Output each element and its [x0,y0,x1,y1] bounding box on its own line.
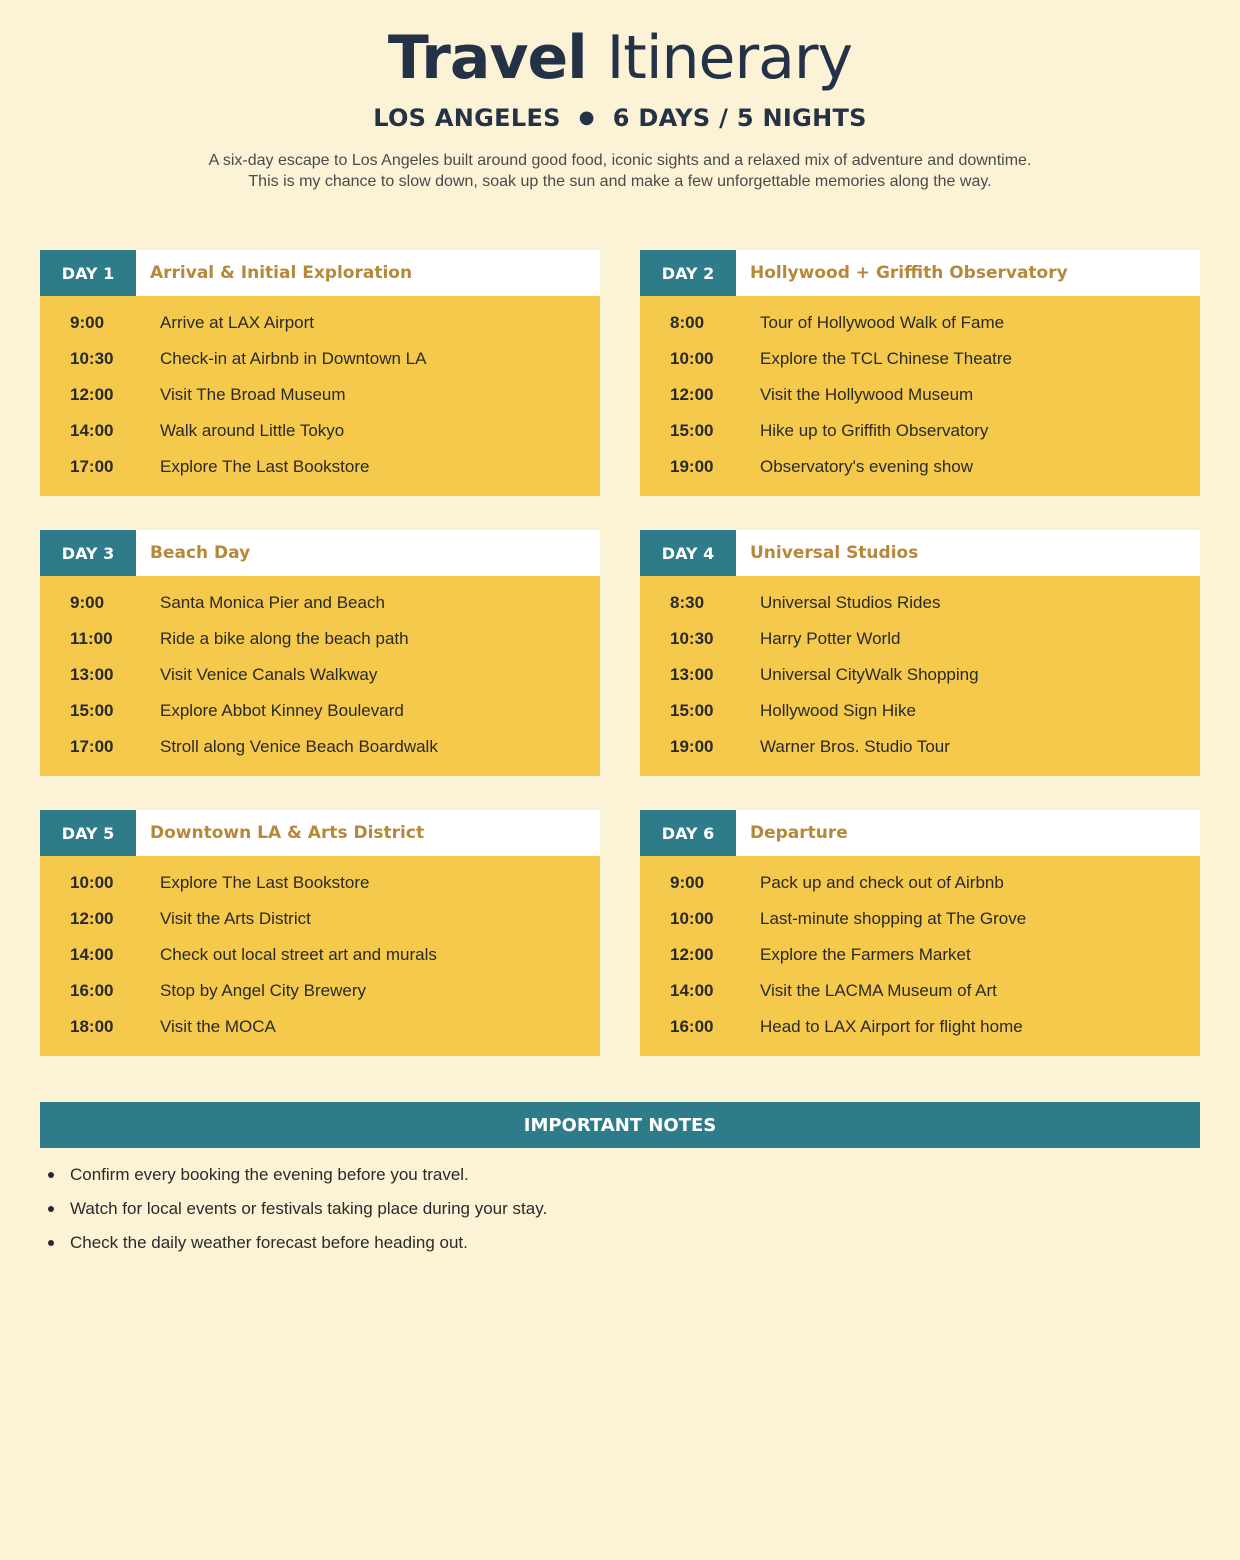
duration-label: 6 DAYS / 5 NIGHTS [612,104,867,132]
schedule-time: 10:30 [70,349,114,368]
destination-label: LOS ANGELES [373,104,561,132]
day-header [40,810,600,856]
schedule-row [40,377,600,413]
schedule-activity: Tour of Hollywood Walk of Fame [760,313,1005,332]
day-header [640,250,1200,296]
schedule-row [640,693,1200,729]
schedule-time: 12:00 [70,385,114,404]
schedule-time: 16:00 [670,1017,714,1036]
schedule-activity: Explore the Farmers Market [760,945,971,964]
schedule-activity: Explore The Last Bookstore [160,457,370,476]
day-card [640,810,1200,1056]
intro-paragraph: A six-day escape to Los Angeles built around good food, iconic sights and a relaxed mix of adventure and downtime. This is my chance to slow down, soak up the sun and make a few unforgettable memories along the way. [208,152,1032,190]
schedule-time: 10:00 [70,873,114,892]
schedule-row [640,341,1200,377]
bullet-icon [48,1206,54,1212]
schedule-time: 14:00 [670,981,714,1000]
trip-subtitle [0,104,1240,132]
day-schedule [40,856,600,1056]
schedule-activity: Head to LAX Airport for flight home [760,1017,1023,1036]
schedule-activity: Walk around Little Tokyo [160,421,345,440]
schedule-activity: Explore the TCL Chinese Theatre [760,349,1012,368]
schedule-activity: Warner Bros. Studio Tour [760,737,950,756]
day-title: Universal Studios [750,543,919,563]
schedule-time: 8:30 [670,593,705,612]
schedule-time: 18:00 [70,1017,114,1036]
schedule-activity: Stop by Angel City Brewery [160,981,366,1000]
day-schedule [640,296,1200,496]
note-text: Check the daily weather forecast before heading out. [70,1233,468,1252]
day-title: Downtown LA & Arts District [150,823,425,843]
schedule-time: 10:30 [670,629,714,648]
day-number-badge: DAY 5 [40,810,136,856]
schedule-activity: Santa Monica Pier and Beach [160,593,385,612]
note-item [40,1192,1200,1226]
schedule-row [640,585,1200,621]
day-header [40,250,600,296]
schedule-row [640,1009,1200,1045]
day-title: Departure [750,823,848,843]
schedule-row [640,937,1200,973]
schedule-time: 14:00 [70,421,114,440]
separator-dot: ● [578,107,595,128]
schedule-activity: Visit the Hollywood Museum [760,385,974,404]
schedule-row [640,621,1200,657]
schedule-activity: Observatory's evening show [760,457,974,476]
page-header [0,0,1240,192]
schedule-row [40,413,600,449]
schedule-time: 14:00 [70,945,114,964]
title-bold: Travel [387,23,587,93]
day-card [40,530,600,776]
schedule-time: 17:00 [70,457,114,476]
schedule-activity: Arrive at LAX Airport [160,313,315,332]
schedule-time: 12:00 [70,909,114,928]
schedule-row [640,377,1200,413]
schedule-activity: Visit Venice Canals Walkway [160,665,378,684]
day-number-badge: DAY 3 [40,530,136,576]
day-schedule [640,576,1200,776]
schedule-time: 19:00 [670,457,714,476]
day-card [40,250,600,496]
day-header [640,810,1200,856]
schedule-time: 15:00 [670,701,714,720]
day-title: Beach Day [150,543,251,563]
schedule-time: 15:00 [670,421,714,440]
schedule-row [40,1009,600,1045]
schedule-time: 12:00 [670,385,714,404]
schedule-activity: Hollywood Sign Hike [760,701,916,720]
schedule-time: 19:00 [670,737,714,756]
schedule-time: 17:00 [70,737,114,756]
day-number-badge: DAY 4 [640,530,736,576]
day-number-badge: DAY 2 [640,250,736,296]
schedule-row [40,973,600,1009]
notes-list [40,1158,1200,1260]
important-notes-section [40,1102,1200,1260]
schedule-time: 9:00 [670,873,705,892]
day-title: Arrival & Initial Exploration [150,263,413,283]
schedule-time: 11:00 [70,629,113,648]
page-title [0,23,1240,93]
day-title: Hollywood + Griffith Observatory [750,263,1068,283]
schedule-activity: Pack up and check out of Airbnb [760,873,1004,892]
schedule-row [640,449,1200,485]
schedule-row [40,729,600,765]
schedule-row [40,901,600,937]
schedule-time: 10:00 [670,909,714,928]
schedule-time: 8:00 [670,313,705,332]
note-item [40,1226,1200,1260]
day-header [640,530,1200,576]
day-schedule [40,576,600,776]
day-card [40,810,600,1056]
day-schedule [40,296,600,496]
schedule-activity: Universal CityWalk Shopping [760,665,979,684]
schedule-row [40,341,600,377]
schedule-row [640,729,1200,765]
schedule-activity: Visit the Arts District [160,909,311,928]
note-item [40,1158,1200,1192]
schedule-activity: Universal Studios Rides [760,593,941,612]
schedule-row [40,693,600,729]
schedule-activity: Visit the MOCA [160,1017,276,1036]
schedule-time: 9:00 [70,593,105,612]
schedule-time: 13:00 [70,665,114,684]
note-text: Confirm every booking the evening before you travel. [70,1165,469,1184]
schedule-activity: Visit the LACMA Museum of Art [760,981,997,1000]
schedule-row [40,937,600,973]
schedule-time: 9:00 [70,313,105,332]
title-light: Itinerary [606,23,853,93]
notes-heading: IMPORTANT NOTES [40,1102,1200,1148]
schedule-activity: Harry Potter World [760,629,901,648]
schedule-time: 12:00 [670,945,714,964]
schedule-row [640,305,1200,341]
schedule-time: 16:00 [70,981,114,1000]
days-grid [40,250,1200,1056]
schedule-time: 13:00 [670,665,714,684]
day-header [40,530,600,576]
schedule-row [40,305,600,341]
schedule-activity: Visit The Broad Museum [160,385,346,404]
bullet-icon [48,1240,54,1246]
schedule-activity: Check out local street art and murals [160,945,437,964]
schedule-activity: Explore Abbot Kinney Boulevard [160,701,404,720]
schedule-time: 10:00 [670,349,714,368]
schedule-row [640,901,1200,937]
schedule-row [40,449,600,485]
schedule-row [640,413,1200,449]
day-schedule [640,856,1200,1056]
schedule-row [40,865,600,901]
schedule-activity: Check-in at Airbnb in Downtown LA [160,349,427,368]
schedule-row [640,973,1200,1009]
note-text: Watch for local events or festivals taking place during your stay. [70,1199,548,1218]
schedule-row [40,621,600,657]
day-number-badge: DAY 6 [640,810,736,856]
day-card [640,250,1200,496]
day-number-badge: DAY 1 [40,250,136,296]
schedule-activity: Explore The Last Bookstore [160,873,370,892]
schedule-row [40,657,600,693]
schedule-activity: Hike up to Griffith Observatory [760,421,989,440]
bullet-icon [48,1172,54,1178]
day-card [640,530,1200,776]
schedule-row [40,585,600,621]
schedule-activity: Last-minute shopping at The Grove [760,909,1027,928]
schedule-time: 15:00 [70,701,114,720]
schedule-row [640,657,1200,693]
schedule-activity: Ride a bike along the beach path [160,629,409,648]
schedule-activity: Stroll along Venice Beach Boardwalk [160,737,438,756]
schedule-row [640,865,1200,901]
